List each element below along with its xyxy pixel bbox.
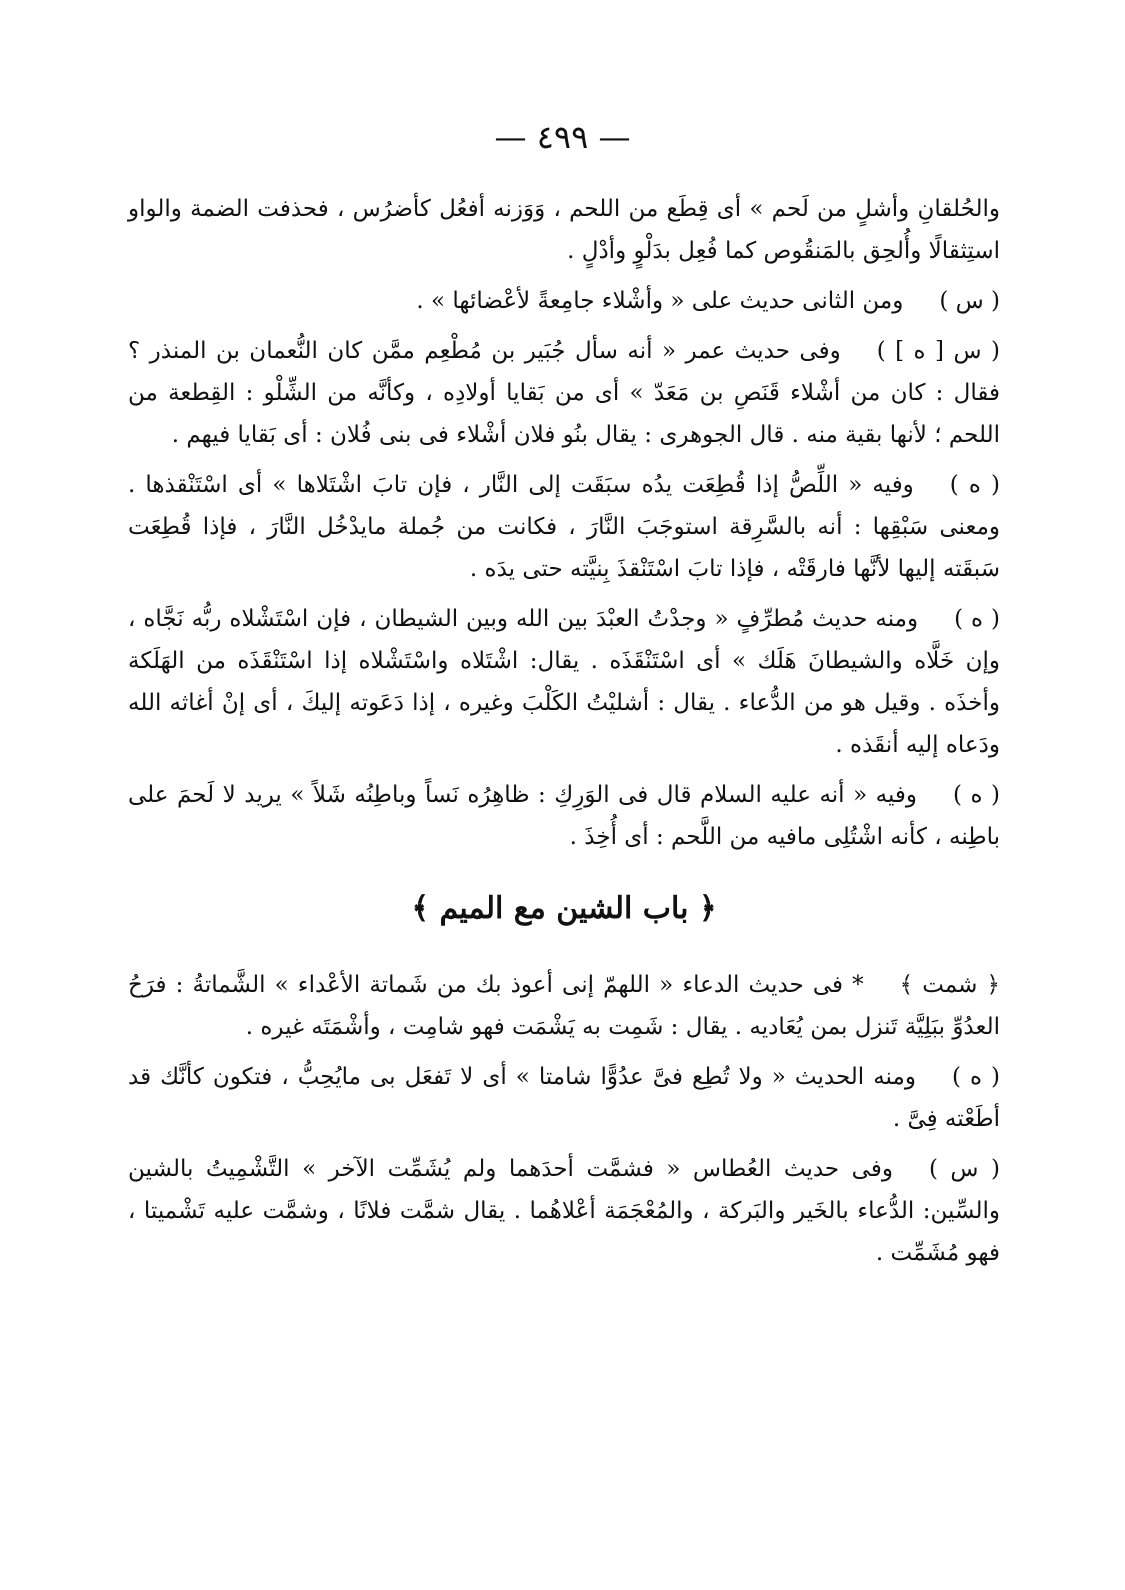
- source-sigla: ( ه ): [951, 1064, 1001, 1090]
- paragraph-text: ومنه حديث مُطرِّفٍ « وجدْتُ العبْدَ بين الله وبين الشيطان ، فإن اسْتَشْلاه ربُّه نَجَّاه ، وإن خَلَّاه والشيطانَ هَلَك » أى اسْتَنْقَذَه . يقال: اشْتَلاه واسْتَشْلاه إذا اسْتَنْقَذَه من الهَلَكة وأخذَه . وقيل هو من الدُّعاء . يقال : أشليْتُ الكَلْبَ وغيره ، إذا دَعَوته إليكَ ، أى إنْ أغاثه الله ودَعاه إليه أنقَذه .: [128, 606, 1000, 758]
- paragraph: [128, 1148, 1000, 1274]
- paragraph: [128, 188, 1000, 272]
- page-number: — ٤٩٩ —: [494, 118, 631, 156]
- paragraph-text: ومنه الحديث « ولا تُطِع فىَّ عدُوًّا شامتا » أى لا تَفعَل بى مايُحِبُّ ، فتكون كأنَّك قد أطَعْته فِىَّ .: [128, 1064, 1000, 1132]
- paragraph: [128, 964, 1000, 1048]
- source-sigla: ( ه ): [954, 606, 1001, 632]
- paragraph: [128, 1056, 1000, 1140]
- paragraph: [128, 330, 1000, 456]
- source-sigla: ( ه ): [953, 782, 1000, 808]
- paragraph-text: والحُلقانِ وأشلٍ من لَحم » أى قِطَع من اللحم ، وَوَزنه أفعُل كأضرُس ، فحذفت الضمة والواو استِثقالًا وأُلحِق بالمَنقُوص كما فُعِل بدَلْوٍ وأدْلٍ .: [128, 196, 1000, 264]
- source-sigla: ( س ): [928, 1156, 1000, 1182]
- paragraph-text: وفى حديث عمر « أنه سأل جُبَير بن مُطْعِم ممَّن كان النُّعمان بن المنذر ؟ فقال : كان من أشْلاء قَنَصِ بن مَعَدّ » أى من بَقايا أولادِه ، وكأنَّه من الشِّلْو : القِطعة من اللحم ؛ لأنها بقية منه . قال الجوهرى : يقال بنُو فلان أشْلاء فى بنى فُلان : أى بَقايا فيهم .: [128, 338, 1000, 448]
- section-heading: ﴿ باب الشين مع الميم ﴾: [411, 891, 717, 926]
- paragraph-text: وفى حديث العُطاس « فشمَّت أحدَهما ولم يُشَمِّت الآخر » التَّشْمِيتُ بالشين والسِّين: الدُّعاء بالخَير والبَركة ، والمُعْجَمَة أعْلاهُما . يقال شمَّت فلانًا ، وشمَّت عليه تَشْميتا ، فهو مُشَمِّت .: [128, 1156, 1000, 1266]
- paragraph: [128, 598, 1000, 766]
- paragraph: [128, 464, 1000, 590]
- paragraph-text: وفيه « أنه عليه السلام قال فى الوَرِكِ : ظاهِرُه نَساً وباطِنُه شَلاً » يريد لا لَحمَ على باطِنه ، كأنه اشْتُلِى مافيه من اللَّحم : أى أُخِذَ .: [128, 782, 1000, 850]
- source-sigla: ( س ): [939, 288, 1000, 314]
- paragraph-text: * فى حديث الدعاء « اللهمّ إنى أعوذ بك من شَماتة الأعْداء » الشَّماتةُ : فرَحُ العدُوِّ ببَلِيَّة تَنزل بمن يُعَاديه . يقال : شَمِت به يَشْمَت فهو شامِت ، وأشْمَتَه غيره .: [128, 972, 1000, 1040]
- paragraph: [128, 774, 1000, 858]
- source-sigla: ( س [ ه ] ): [876, 338, 1000, 364]
- paragraph: [128, 280, 1000, 322]
- source-sigla: ( ه ): [949, 472, 1000, 498]
- entry-root-word: ﴿ شمت ﴾: [899, 972, 1000, 998]
- page-body: [128, 188, 1000, 1282]
- paragraph-text: وفيه « اللِّصُّ إذا قُطِعَت يدُه سبَقَت إلى النَّار ، فإن تابَ اشْتَلاها » أى اسْتَنْقذها . ومعنى سَبْقِها : أنه بالسَّرِقة استوجَبَ النَّارَ ، فكانت من جُملة مايدْخُل النَّارَ ، فإذا قُطِعَت سَبقَته إليها لأنَّها فارقَتْه ، فإذا تابَ اسْتَنْقذَ بِنيَّته حتى يدَه .: [128, 472, 1000, 582]
- paragraph-text: ومن الثانى حديث على « وأشْلاء جامِعةً لأعْضائها » .: [416, 288, 904, 314]
